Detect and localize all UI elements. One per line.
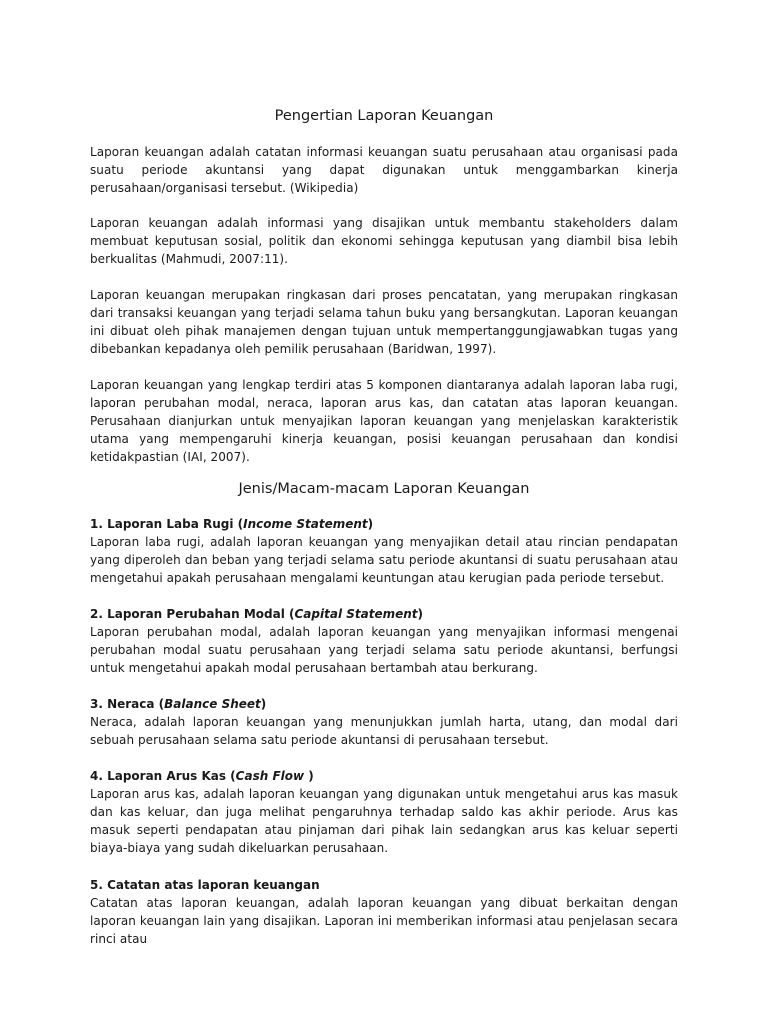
section-title: Jenis/Macam-macam Laporan Keuangan xyxy=(238,481,530,497)
heading-italic-term: Capital Statement xyxy=(294,607,418,621)
paragraph: Laporan keuangan adalah catatan informasi keuangan suatu perusahaan atau organisasi pada suatu periode akuntansi yang dapat digunakan untuk menggambarkan kinerja perusahaan/organisasi tersebut. (Wikipedia) xyxy=(90,145,678,195)
paragraph: Laporan keuangan merupakan ringkasan dari proses pencatatan, yang merupakan ringkasan dari transaksi keuangan yang terjadi selama tahun buku yang bersangkutan. Laporan keuangan ini dibuat oleh pihak manajemen dengan tujuan untuk mempertanggungjawabkan tugas yang dibebankan kepadanya oleh pemilik perusahaan (Baridwan, 1997). xyxy=(90,288,678,356)
section-heading xyxy=(90,605,678,623)
section-body: Neraca, adalah laporan keuangan yang menunjukkan jumlah harta, utang, dan modal dari sebuah perusahaan selama satu periode akuntansi di perusahaan tersebut. xyxy=(90,715,678,747)
section-body: Laporan laba rugi, adalah laporan keuangan yang menyajikan detail atau rincian pendapatan yang diperoleh dan beban yang terjadi selama satu periode akuntansi di suatu perusahaan atau mengetahui apakah perusahaan mengalami keuntungan atau kerugian pada periode tersebut. xyxy=(90,535,678,585)
section-heading xyxy=(90,515,678,533)
heading-text: 1. Laporan Laba Rugi ( xyxy=(90,517,244,531)
report-section-notes xyxy=(90,876,678,948)
paragraph: Laporan keuangan yang lengkap terdiri atas 5 komponen diantaranya adalah laporan laba rugi, laporan perubahan modal, neraca, laporan arus kas, dan catatan atas laporan keuangan. Perusahaan dianjurkan untuk menyajikan laporan keuangan yang menjelaskan karakteristik utama yang mempengaruhi kinerja keuangan, posisi keuangan perusahaan dan kondisi ketidakpastian (IAI, 2007). xyxy=(90,378,678,464)
paragraph: Laporan keuangan adalah informasi yang disajikan untuk membantu stakeholders dalam membuat keputusan sosial, politik dan ekonomi sehingga keputusan yang diambil bisa lebih berkualitas (Mahmudi, 2007:11). xyxy=(90,216,678,266)
report-section-cash-flow xyxy=(90,767,678,857)
report-section-income-statement xyxy=(90,515,678,587)
heading-text: ) xyxy=(417,607,423,621)
section-heading xyxy=(90,876,678,894)
heading-text: ) xyxy=(367,517,374,531)
heading-italic-term: Cash Flow xyxy=(235,769,305,783)
section-body: Laporan perubahan modal, adalah laporan keuangan yang menyajikan informasi mengenai perubahan modal suatu perusahaan yang terjadi selama satu periode akuntansi, berfungsi untuk mengetahui apakah modal perusahaan bertambah atau berkurang. xyxy=(90,625,678,675)
heading-text: 4. Laporan Arus Kas ( xyxy=(90,769,236,783)
document-title: Pengertian Laporan Keuangan xyxy=(274,108,494,124)
heading-text: ) xyxy=(260,697,267,711)
section-heading xyxy=(90,767,678,785)
section-body: Laporan arus kas, adalah laporan keuangan yang digunakan untuk mengetahui arus kas masuk dan kas keluar, dan juga melihat pengaruhnya terhadap saldo kas akhir periode. Arus kas masuk seperti pendapatan atau pinjaman dari pihak lain sedangkan arus kas keluar seperti biaya-biaya yang sudah dikeluarkan perusahaan. xyxy=(90,787,678,855)
heading-italic-term: Income Statement xyxy=(243,517,368,531)
section-heading xyxy=(90,695,678,713)
heading-text: 3. Neraca ( xyxy=(90,697,165,711)
report-section-capital-statement xyxy=(90,605,678,677)
heading-italic-term: Balance Sheet xyxy=(164,697,261,711)
report-section-balance-sheet xyxy=(90,695,678,749)
heading-text: 5. Catatan atas laporan keuangan xyxy=(90,878,320,892)
heading-text: ) xyxy=(304,769,314,783)
heading-text: 2. Laporan Perubahan Modal ( xyxy=(90,607,295,621)
section-body: Catatan atas laporan keuangan, adalah laporan keuangan yang dibuat berkaitan dengan laporan keuangan lain yang disajikan. Laporan ini memberikan informasi atau penjelasan secara rinci atau xyxy=(90,896,678,946)
